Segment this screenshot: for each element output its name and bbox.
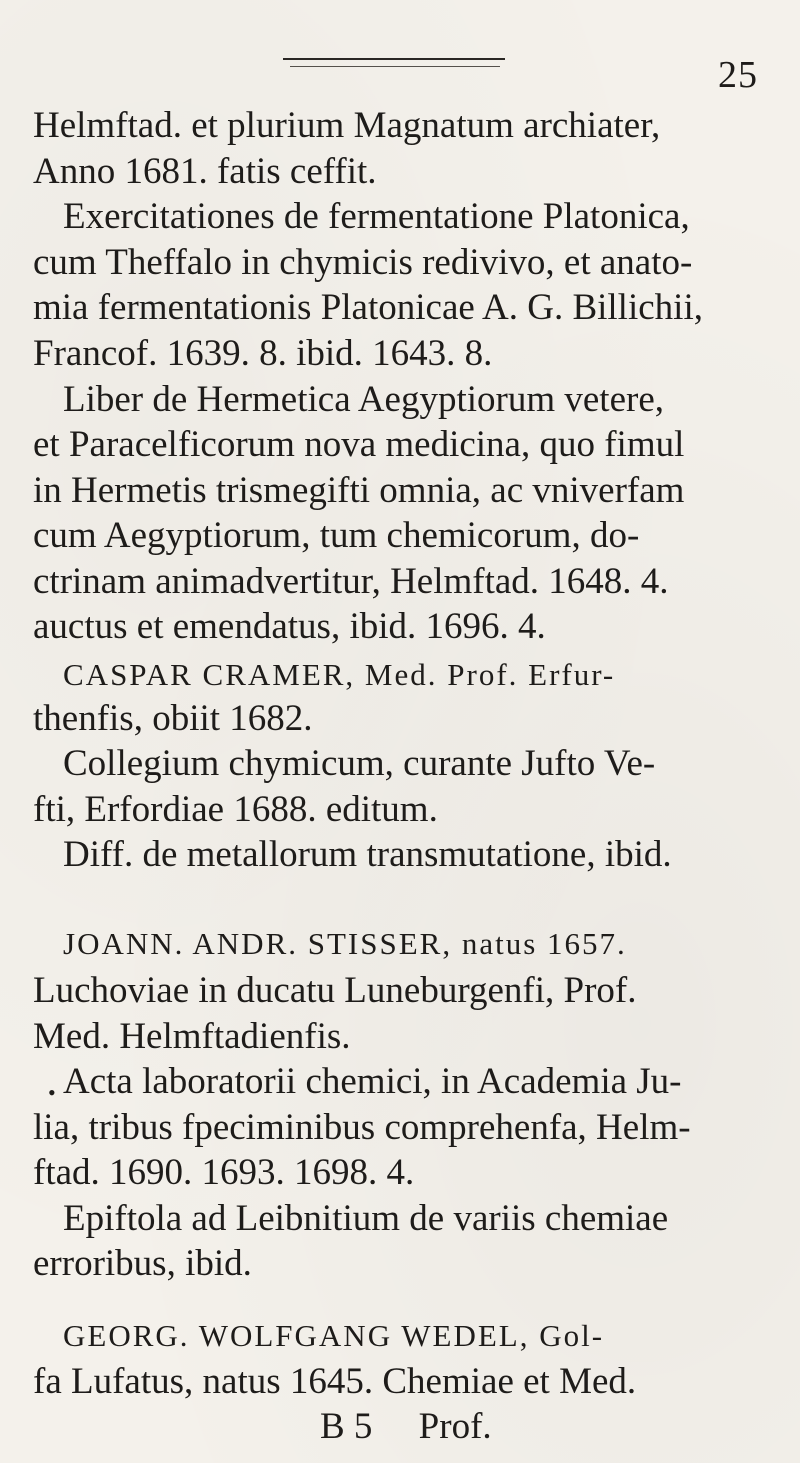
page-number: 25 [718, 54, 758, 96]
text-line: Acta laboratorii chemici, in Academia Ju- [63, 1061, 682, 1102]
text-line: auctus et emendatus, ibid. 1696. 4. [33, 606, 546, 647]
text-line: Diff. de metallorum transmutatione, ibid. [63, 834, 672, 875]
margin-mark: • [48, 1080, 56, 1105]
author-heading: CASPAR CRAMER, Med. Prof. Erfur- [63, 657, 616, 692]
text-line: Collegium chymicum, curante Jufto Ve- [63, 743, 656, 784]
text-line: fa Lufatus, natus 1645. Chemiae et Med. [33, 1361, 637, 1402]
text-line: Anno 1681. fatis ceffit. [33, 151, 377, 192]
header-rule [283, 58, 505, 60]
author-heading: GEORG. WOLFGANG WEDEL, Gol- [63, 1318, 605, 1353]
text-line: erroribus, ibid. [33, 1243, 252, 1284]
text-line: fti, Erfordiae 1688. editum. [33, 789, 438, 830]
text-line: in Hermetis trismegifti omnia, ac vniverfam [33, 470, 685, 511]
header-rule-secondary [290, 66, 500, 67]
text-line: et Paracelficorum nova medicina, quo fimul [33, 424, 685, 465]
text-line: mia fermentationis Platonicae A. G. Billichii, [33, 287, 703, 328]
text-line: cum Theffalo in chymicis redivivo, et anato- [33, 242, 693, 283]
author-heading: JOANN. ANDR. STISSER, natus 1657. [63, 926, 627, 961]
text-line: thenfis, obiit 1682. [33, 698, 313, 739]
text-line: Med. Helmftadienfis. [33, 1016, 351, 1057]
text-line: cum Aegyptiorum, tum chemicorum, do- [33, 515, 640, 556]
text-line: Luchoviae in ducatu Luneburgenfi, Prof. [33, 970, 637, 1011]
text-line: Epiftola ad Leibnitium de variis chemiae [63, 1198, 669, 1239]
text-line: Helmftad. et plurium Magnatum archiater, [33, 105, 661, 146]
text-line: Exercitationes de fermentatione Platonica, [63, 196, 690, 237]
text-line: ftad. 1690. 1693. 1698. 4. [33, 1152, 415, 1193]
signature-and-catchword: B 5 Prof. [320, 1406, 492, 1447]
text-line: ctrinam animadvertitur, Helmftad. 1648. 4. [33, 561, 669, 602]
text-line: Liber de Hermetica Aegyptiorum vetere, [63, 379, 664, 420]
text-line: Francof. 1639. 8. ibid. 1643. 8. [33, 333, 493, 374]
text-line: lia, tribus fpeciminibus comprehenfa, Helm- [33, 1107, 691, 1148]
